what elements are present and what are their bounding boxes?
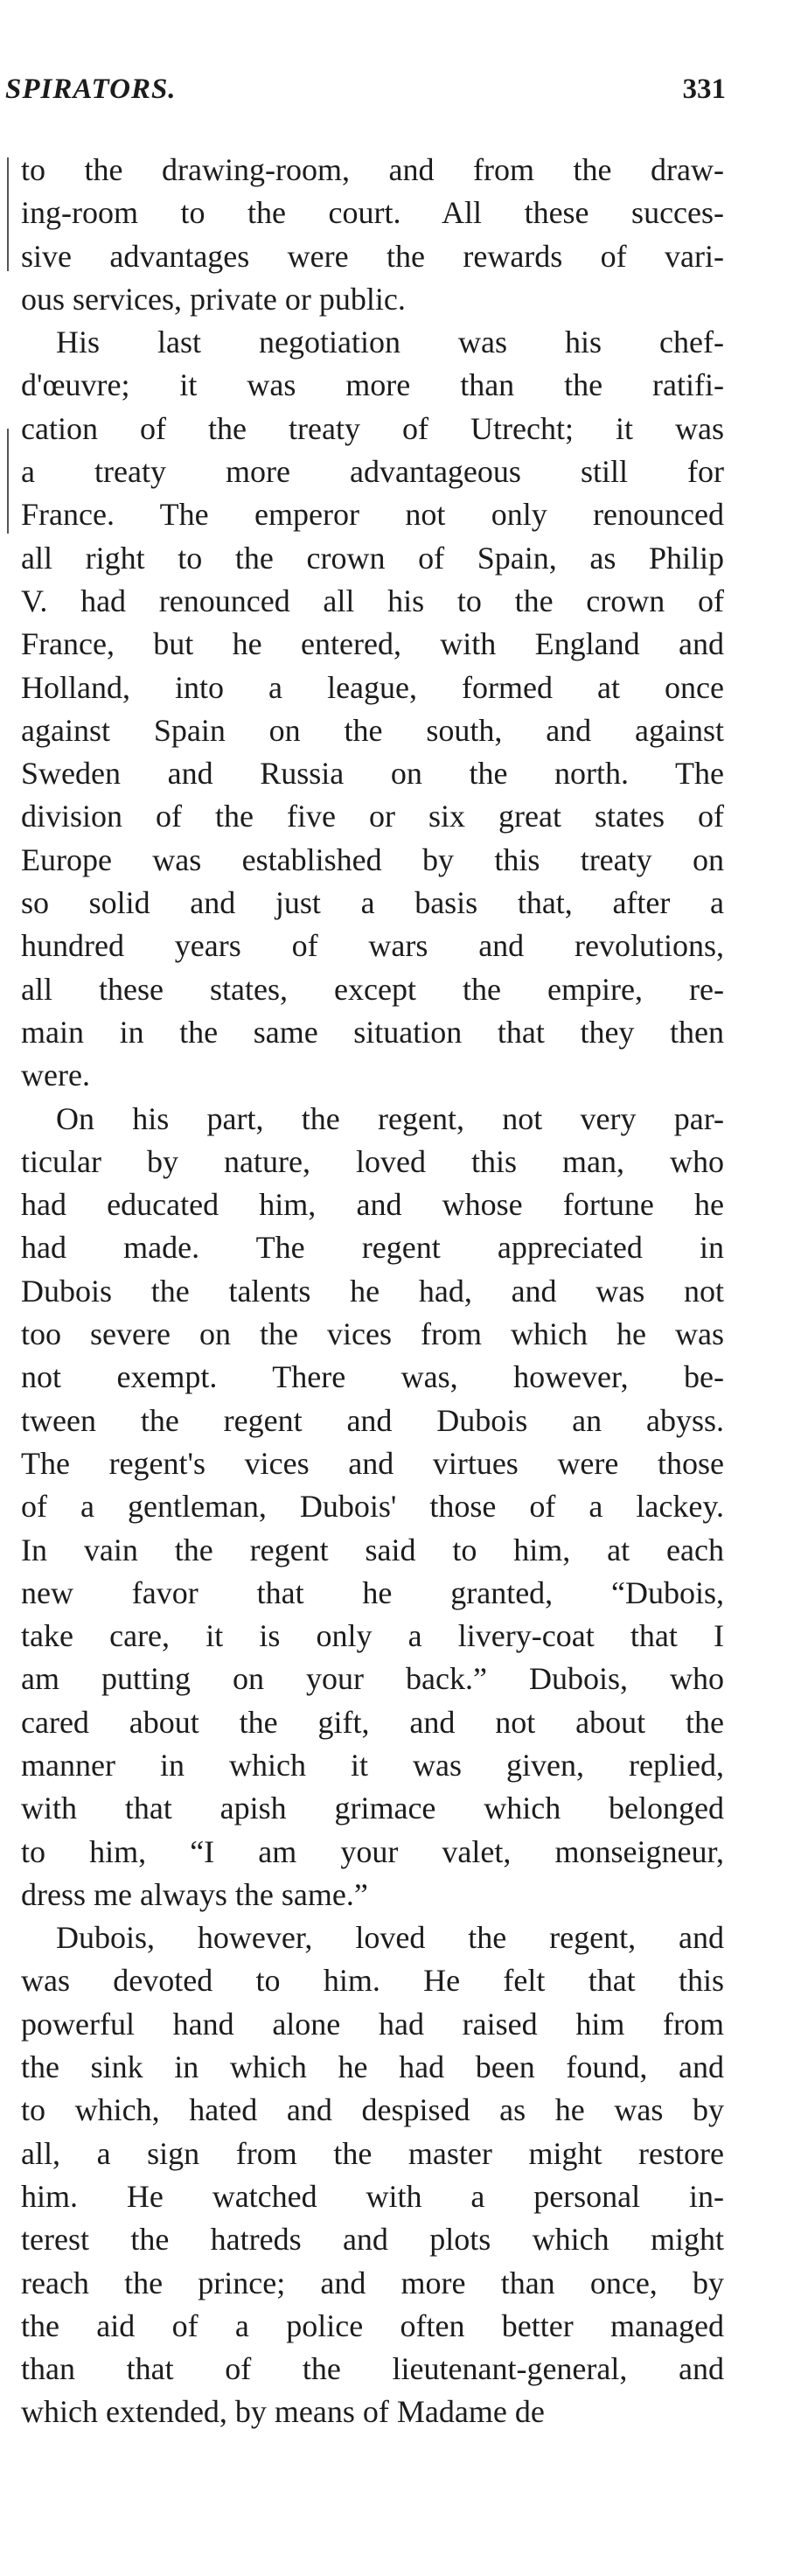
text-line: His last negotiation was his chef-: [56, 325, 724, 360]
text-line: Dubois the talents he had, and was not: [21, 1273, 724, 1309]
text-line: ous services, private or public.: [21, 281, 406, 317]
paragraph: [21, 321, 724, 1097]
text-line: In vain the regent said to him, at each: [21, 1532, 724, 1567]
paragraph: [21, 1098, 724, 1917]
text-line: against Spain on the south, and against: [21, 712, 724, 748]
text-line: France. The emperor not only renounced: [21, 497, 724, 533]
text-line: manner in which it was given, replied,: [21, 1747, 724, 1783]
text-line: of a gentleman, Dubois' those of a lackey.: [21, 1489, 724, 1525]
text-line: a treaty more advantageous still for: [21, 454, 724, 490]
text-line: to which, hated and despised as he was by: [21, 2092, 724, 2128]
text-line: new favor that he granted, “Dubois,: [21, 1574, 724, 1610]
text-line: powerful hand alone had raised him from: [21, 2006, 724, 2042]
text-line: the sink in which he had been found, and: [21, 2049, 724, 2085]
paragraph: [21, 1916, 724, 2434]
text-line: than that of the lieutenant-general, and: [21, 2351, 724, 2387]
text-line: to the drawing-room, and from the draw-: [21, 152, 724, 187]
text-line: V. had renounced all his to the crown of: [21, 583, 724, 618]
text-line: with that apish grimace which belonged: [21, 1791, 724, 1826]
text-line: all these states, except the empire, re-: [21, 971, 724, 1007]
text-line: hundred years of wars and revolutions,: [21, 928, 724, 964]
text-line: so solid and just a basis that, after a: [21, 885, 724, 921]
text-line: reach the prince; and more than once, by: [21, 2265, 724, 2300]
text-line: was devoted to him. He felt that this: [21, 1963, 724, 1999]
text-line: division of the five or six great states of: [21, 799, 724, 834]
paragraph: [21, 149, 724, 321]
text-line: Europe was established by this treaty on: [21, 841, 724, 877]
text-line: dress me always the same.”: [21, 1876, 368, 1912]
text-line: ticular by nature, loved this man, who: [21, 1143, 724, 1179]
text-line: Dubois, however, loved the regent, and: [56, 1920, 724, 1956]
margin-mark: [7, 157, 9, 271]
text-line: France, but he entered, with England and: [21, 626, 724, 662]
text-line: cared about the gift, and not about the: [21, 1704, 724, 1740]
text-line: to him, “I am your valet, monseigneur,: [21, 1833, 724, 1869]
body-text: [21, 149, 724, 2434]
text-line: Holland, into a league, formed at once: [21, 669, 724, 705]
text-line: main in the same situation that they then: [21, 1014, 724, 1050]
text-line: which extended, by means of Madame de: [21, 2394, 545, 2430]
text-line: Sweden and Russia on the north. The: [21, 756, 724, 792]
text-line: had educated him, and whose fortune he: [21, 1187, 724, 1223]
text-line: not exempt. There was, however, be-: [21, 1359, 724, 1395]
text-line: sive advantages were the rewards of vari-: [21, 238, 724, 274]
text-line: cation of the treaty of Utrecht; it was: [21, 410, 724, 446]
margin-mark: [7, 429, 9, 534]
text-line: On his part, the regent, not very par-: [56, 1100, 724, 1136]
text-line: had made. The regent appreciated in: [21, 1230, 724, 1266]
text-line: take care, it is only a livery-coat that I: [21, 1618, 724, 1654]
text-line: terest the hatreds and plots which might: [21, 2222, 724, 2258]
text-line: am putting on your back.” Dubois, who: [21, 1661, 724, 1697]
text-line: were.: [21, 1058, 90, 1093]
text-line: d'œuvre; it was more than the ratifi-: [21, 367, 724, 403]
text-line: The regent's vices and virtues were those: [21, 1445, 724, 1481]
text-line: all right to the crown of Spain, as Philip: [21, 540, 724, 576]
text-line: him. He watched with a personal in-: [21, 2178, 724, 2214]
text-line: the aid of a police often better managed: [21, 2307, 724, 2343]
page-number: 331: [682, 73, 726, 105]
running-head: [0, 73, 801, 108]
text-line: too severe on the vices from which he was: [21, 1316, 724, 1352]
running-title: SPIRATORS.: [5, 73, 177, 105]
text-line: tween the regent and Dubois an abyss.: [21, 1402, 724, 1438]
text-line: all, a sign from the master might restore: [21, 2135, 724, 2171]
text-line: ing-room to the court. All these succes-: [21, 195, 724, 231]
